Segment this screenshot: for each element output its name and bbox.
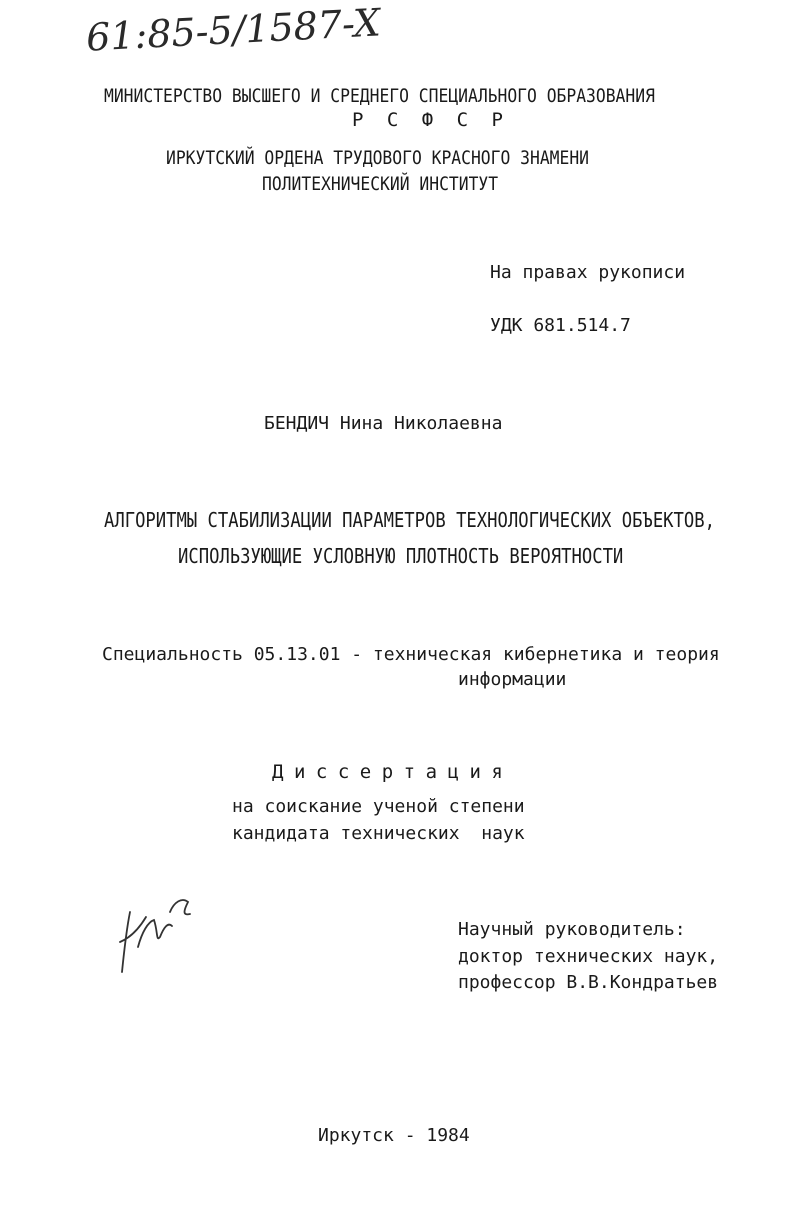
rights-notice: На правах рукописи — [490, 262, 686, 283]
degree-line-2: кандидата технических наук — [232, 823, 525, 844]
udk-code: УДК 681.514.7 — [490, 315, 631, 336]
degree-line-1: на соискание ученой степени — [232, 796, 525, 817]
author-name: БЕНДИЧ Нина Николаевна — [264, 413, 503, 434]
advisor-line-3: профессор В.В.Кондратьев — [458, 972, 719, 993]
advisor-line-1: Научный руководитель: — [458, 919, 686, 940]
specialty-line-1: Специальность 05.13.01 - техническая кибернетика и теория — [102, 644, 720, 665]
title-line-2: ИСПОЛЬЗУЮЩИЕ УСЛОВНУЮ ПЛОТНОСТЬ ВЕРОЯТНОСТИ — [178, 544, 624, 568]
title-line-1: АЛГОРИТМЫ СТАБИЛИЗАЦИИ ПАРАМЕТРОВ ТЕХНОЛОГИЧЕСКИХ ОБЪЕКТОВ, — [104, 508, 715, 532]
ministry-line: МИНИСТЕРСТВО ВЫСШЕГО И СРЕДНЕГО СПЕЦИАЛЬНОГО ОБРАЗОВАНИЯ — [104, 85, 655, 107]
city-year: Иркутск - 1984 — [318, 1125, 470, 1146]
dissertation-heading: Диссертация — [272, 761, 514, 783]
institute-line-2: ПОЛИТЕХНИЧЕСКИЙ ИНСТИТУТ — [262, 173, 499, 195]
handwritten-signature — [112, 892, 202, 982]
advisor-line-2: доктор технических наук, — [458, 946, 719, 967]
institute-line-1: ИРКУТСКИЙ ОРДЕНА ТРУДОВОГО КРАСНОГО ЗНАМЕНИ — [166, 147, 590, 169]
republic-line: Р С Ф С Р — [352, 109, 509, 131]
specialty-line-2: информации — [458, 669, 567, 690]
archive-mark: 61:85-5/1587-X — [85, 0, 382, 60]
